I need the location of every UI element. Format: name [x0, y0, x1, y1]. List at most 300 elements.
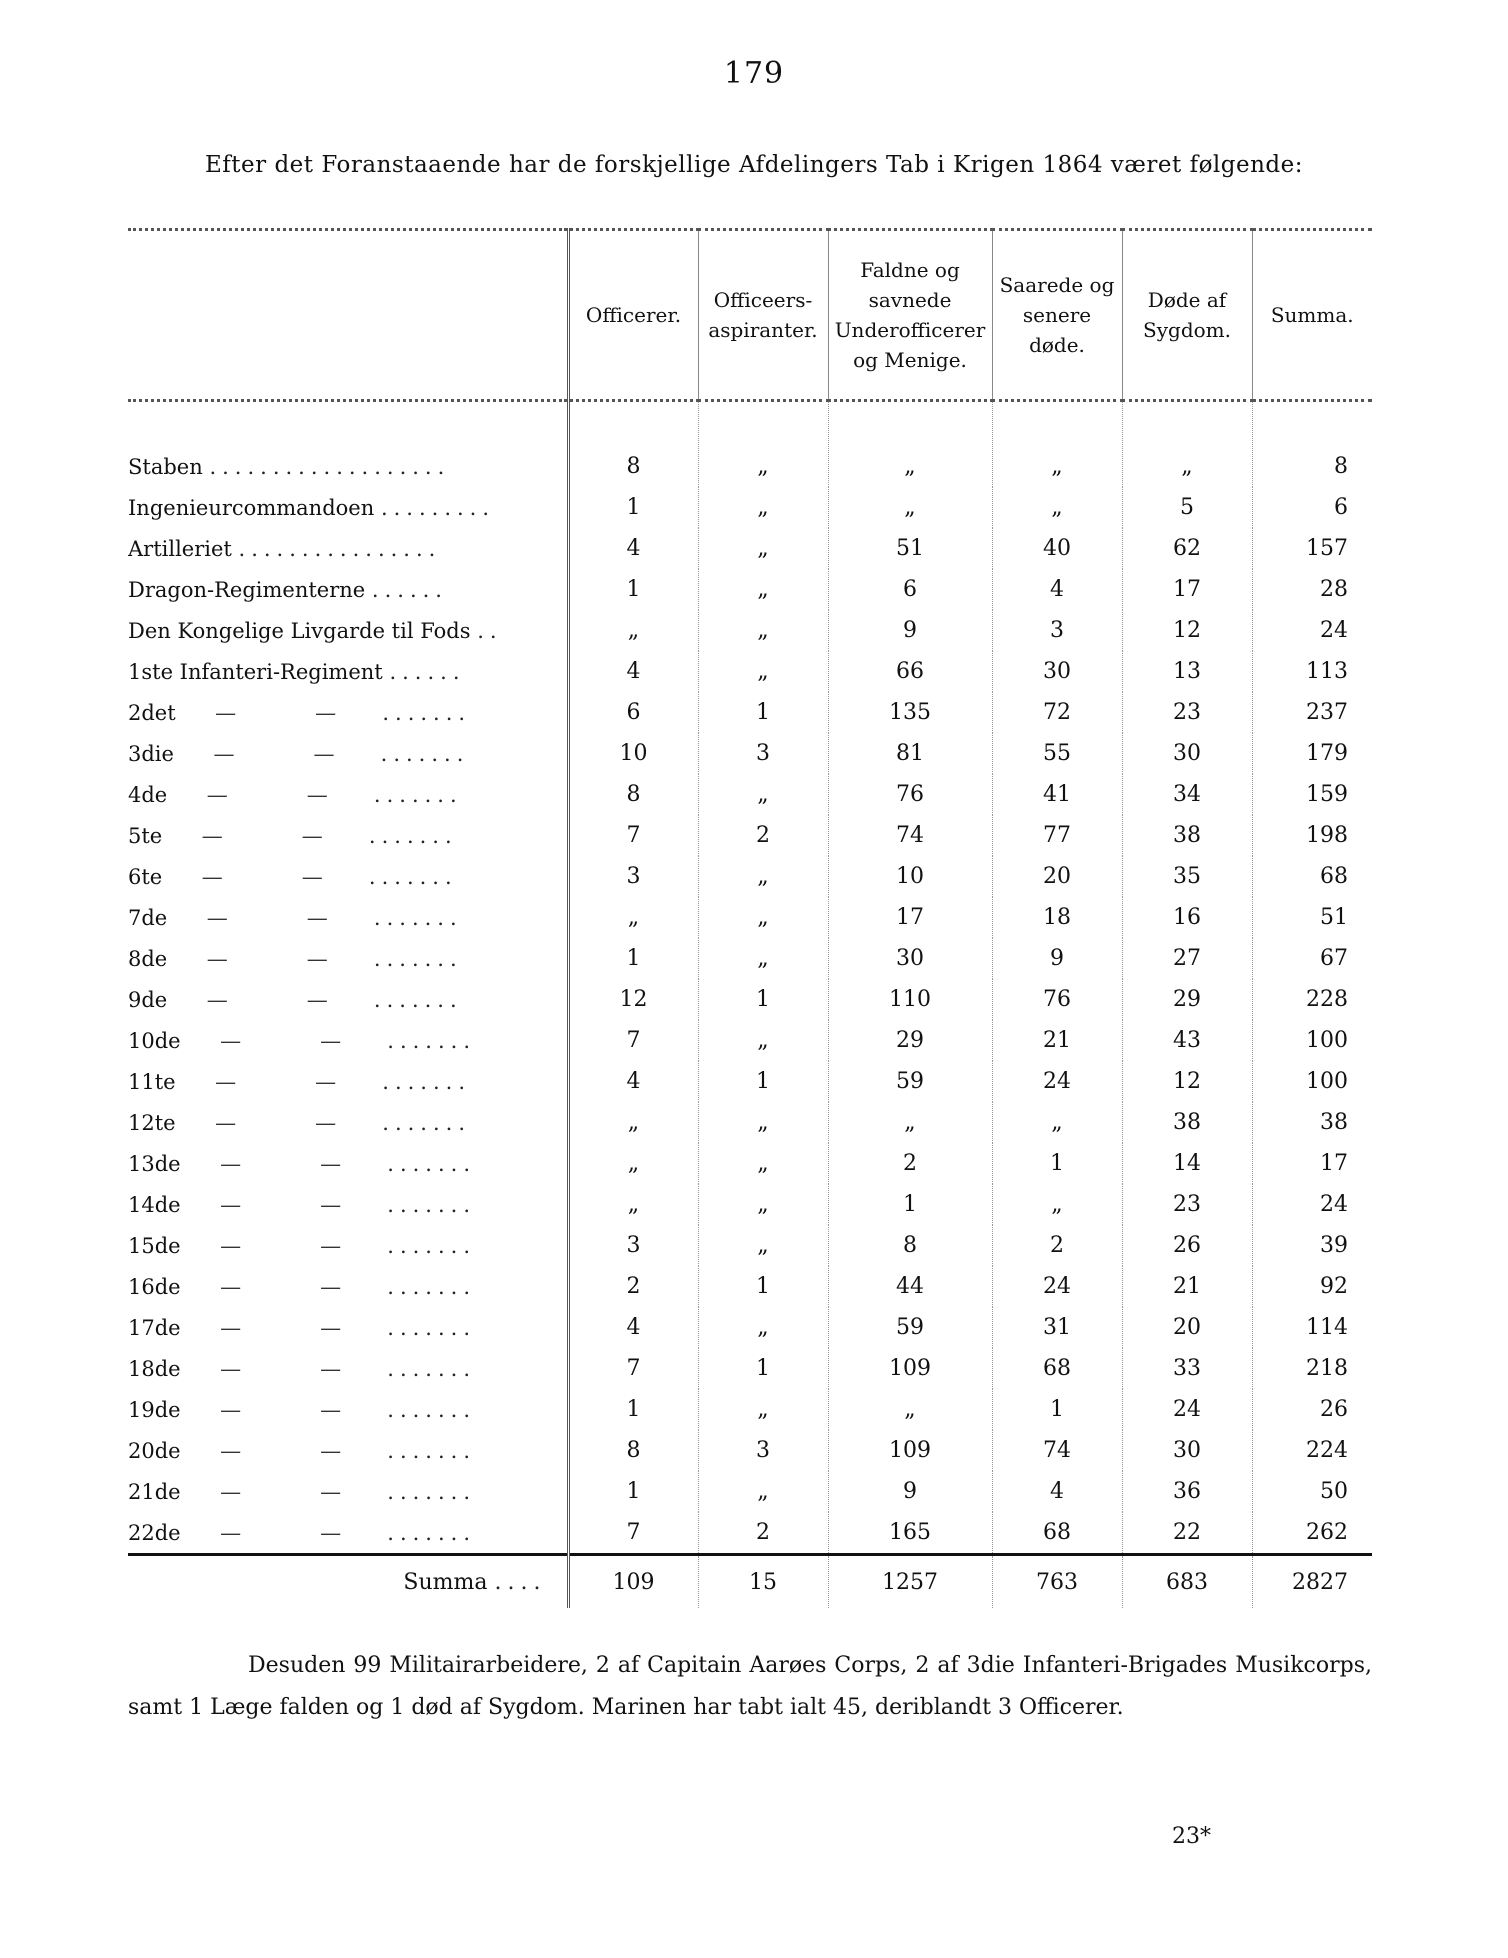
aspiranter-cell: „: [698, 651, 828, 692]
ditto-dash: —: [220, 1233, 242, 1258]
row-label: [128, 1102, 568, 1143]
page-number: 179: [723, 56, 785, 91]
saarede-cell: 1: [992, 1389, 1122, 1430]
leader-dots: .......: [387, 1151, 477, 1176]
table-row: [128, 1225, 1372, 1266]
saarede-cell: „: [992, 401, 1122, 488]
row-label: [128, 897, 568, 938]
row-label: [128, 979, 568, 1020]
dode-cell: 24: [1122, 1389, 1252, 1430]
header-faldne: Faldne og savnede Underofficerer og Menige.: [828, 230, 992, 401]
saarede-cell: 4: [992, 569, 1122, 610]
ditto-dash: —: [220, 1274, 242, 1299]
officerer-cell: 7: [568, 1348, 698, 1389]
officerer-cell: 4: [568, 1307, 698, 1348]
ditto-dash: —: [220, 1356, 242, 1381]
saarede-cell: 20: [992, 856, 1122, 897]
leader-dots: .......: [373, 946, 463, 971]
leader-dots: ....: [494, 1569, 547, 1595]
total-faldne-cell: 1257: [828, 1555, 992, 1609]
faldne-cell: 8: [828, 1225, 992, 1266]
row-label-text: 12te: [128, 1110, 176, 1135]
row-label-text: 3die: [128, 741, 174, 766]
row-label-text: 14de: [128, 1192, 181, 1217]
officerer-cell: 1: [568, 938, 698, 979]
row-label: [128, 569, 568, 610]
summa-cell: 24: [1252, 1184, 1372, 1225]
saarede-cell: 31: [992, 1307, 1122, 1348]
faldne-cell: 6: [828, 569, 992, 610]
row-label: [128, 1061, 568, 1102]
row-label-text: Ingenieurcommandoen: [128, 495, 375, 520]
row-label-text: 18de: [128, 1356, 181, 1381]
officerer-cell: 8: [568, 401, 698, 488]
ditto-dash: —: [220, 1397, 242, 1422]
leader-dots: .......: [387, 1274, 477, 1299]
page-heading: Efter det Foranstaaende har de forskjellige Afdelingers Tab i Krigen 1864 været følgende:: [204, 152, 1304, 178]
officerer-cell: 4: [568, 651, 698, 692]
summa-cell: 50: [1252, 1471, 1372, 1512]
table-row: [128, 487, 1372, 528]
summa-cell: 67: [1252, 938, 1372, 979]
faldne-cell: 1: [828, 1184, 992, 1225]
row-label-text: 13de: [128, 1151, 181, 1176]
ditto-dash: —: [320, 1397, 342, 1422]
faldne-cell: „: [828, 1102, 992, 1143]
row-label: [128, 815, 568, 856]
total-saarede-cell: 763: [992, 1555, 1122, 1609]
table-row: [128, 1512, 1372, 1555]
row-label-text: Den Kongelige Livgarde til Fods: [128, 618, 471, 643]
saarede-cell: 24: [992, 1061, 1122, 1102]
leader-dots: .......: [373, 905, 463, 930]
header-summa: Summa.: [1252, 230, 1372, 401]
row-label-text: 16de: [128, 1274, 181, 1299]
summa-cell: 51: [1252, 897, 1372, 938]
summa-cell: 224: [1252, 1430, 1372, 1471]
faldne-cell: 30: [828, 938, 992, 979]
ditto-dash: —: [215, 700, 237, 725]
faldne-cell: 29: [828, 1020, 992, 1061]
ditto-dash: —: [220, 1315, 242, 1340]
totals-label: [128, 1555, 568, 1609]
ditto-dash: —: [320, 1274, 342, 1299]
officerer-cell: 10: [568, 733, 698, 774]
leader-dots: .......: [387, 1233, 477, 1258]
header-dode: Døde af Sygdom.: [1122, 230, 1252, 401]
aspiranter-cell: 2: [698, 1512, 828, 1555]
officerer-cell: 7: [568, 1020, 698, 1061]
faldne-cell: 165: [828, 1512, 992, 1555]
summa-cell: 8: [1252, 401, 1372, 488]
row-label-text: 22de: [128, 1520, 181, 1545]
aspiranter-cell: 1: [698, 1348, 828, 1389]
ditto-dash: —: [320, 1233, 342, 1258]
row-label: [128, 733, 568, 774]
header-aspiranter: Officeers-aspiranter.: [698, 230, 828, 401]
dode-cell: 23: [1122, 692, 1252, 733]
row-label: [128, 487, 568, 528]
signature-mark: 23*: [1172, 1824, 1211, 1849]
leader-dots: .......: [380, 741, 470, 766]
officerer-cell: 4: [568, 1061, 698, 1102]
dode-cell: 27: [1122, 938, 1252, 979]
summa-cell: 39: [1252, 1225, 1372, 1266]
faldne-cell: 10: [828, 856, 992, 897]
row-label-text: Dragon-Regimenterne: [128, 577, 366, 602]
ditto-dash: —: [220, 1192, 242, 1217]
ditto-dash: —: [320, 1479, 342, 1504]
totals-label-text: Summa: [403, 1569, 488, 1595]
header-label-column: [128, 230, 568, 401]
saarede-cell: 72: [992, 692, 1122, 733]
total-aspiranter-cell: 15: [698, 1555, 828, 1609]
officerer-cell: 1: [568, 1471, 698, 1512]
total-summa-cell: 2827: [1252, 1555, 1372, 1609]
aspiranter-cell: „: [698, 569, 828, 610]
table-row: [128, 1102, 1372, 1143]
row-label-text: 19de: [128, 1397, 181, 1422]
leader-dots: .......: [387, 1397, 477, 1422]
dode-cell: 20: [1122, 1307, 1252, 1348]
row-label: [128, 1307, 568, 1348]
loss-table-container: [128, 228, 1372, 1608]
leader-dots: ..: [477, 618, 503, 643]
summa-cell: 198: [1252, 815, 1372, 856]
summa-cell: 26: [1252, 1389, 1372, 1430]
faldne-cell: „: [828, 401, 992, 488]
aspiranter-cell: „: [698, 1020, 828, 1061]
faldne-cell: 109: [828, 1348, 992, 1389]
saarede-cell: 68: [992, 1348, 1122, 1389]
row-label-text: 17de: [128, 1315, 181, 1340]
ditto-dash: —: [220, 1479, 242, 1504]
table-row: [128, 610, 1372, 651]
ditto-dash: —: [201, 864, 223, 889]
aspiranter-cell: „: [698, 938, 828, 979]
faldne-cell: 81: [828, 733, 992, 774]
officerer-cell: 1: [568, 1389, 698, 1430]
officerer-cell: 12: [568, 979, 698, 1020]
row-label: [128, 528, 568, 569]
summa-cell: 262: [1252, 1512, 1372, 1555]
dode-cell: 22: [1122, 1512, 1252, 1555]
officerer-cell: 3: [568, 1225, 698, 1266]
faldne-cell: „: [828, 1389, 992, 1430]
aspiranter-cell: „: [698, 1307, 828, 1348]
faldne-cell: 51: [828, 528, 992, 569]
ditto-dash: —: [215, 1069, 237, 1094]
row-label: [128, 1020, 568, 1061]
saarede-cell: „: [992, 487, 1122, 528]
table-row: [128, 774, 1372, 815]
leader-dots: .......: [382, 1110, 472, 1135]
ditto-dash: —: [306, 946, 328, 971]
saarede-cell: 41: [992, 774, 1122, 815]
table-row: [128, 569, 1372, 610]
saarede-cell: 68: [992, 1512, 1122, 1555]
ditto-dash: —: [215, 1110, 237, 1135]
leader-dots: .......: [382, 1069, 472, 1094]
row-label: [128, 1348, 568, 1389]
dode-cell: 38: [1122, 815, 1252, 856]
ditto-dash: —: [213, 741, 235, 766]
leader-dots: .......: [387, 1192, 477, 1217]
row-label: [128, 1184, 568, 1225]
table-row: [128, 528, 1372, 569]
row-label-text: 8de: [128, 946, 168, 971]
dode-cell: 36: [1122, 1471, 1252, 1512]
faldne-cell: 17: [828, 897, 992, 938]
row-label-text: 15de: [128, 1233, 181, 1258]
aspiranter-cell: „: [698, 856, 828, 897]
ditto-dash: —: [315, 1069, 337, 1094]
dode-cell: 5: [1122, 487, 1252, 528]
row-label-text: 6te: [128, 864, 163, 889]
dode-cell: 21: [1122, 1266, 1252, 1307]
dode-cell: 43: [1122, 1020, 1252, 1061]
faldne-cell: „: [828, 487, 992, 528]
ditto-dash: —: [320, 1151, 342, 1176]
leader-dots: ......: [389, 659, 466, 684]
leader-dots: .......: [387, 1438, 477, 1463]
aspiranter-cell: „: [698, 1143, 828, 1184]
ditto-dash: —: [220, 1520, 242, 1545]
summa-cell: 114: [1252, 1307, 1372, 1348]
faldne-cell: 109: [828, 1430, 992, 1471]
summa-cell: 28: [1252, 569, 1372, 610]
leader-dots: .......: [368, 823, 458, 848]
aspiranter-cell: 3: [698, 733, 828, 774]
row-label-text: Artilleriet: [128, 536, 232, 561]
table-body: [128, 401, 1372, 1609]
aspiranter-cell: „: [698, 1184, 828, 1225]
dode-cell: 12: [1122, 1061, 1252, 1102]
ditto-dash: —: [220, 1438, 242, 1463]
saarede-cell: 40: [992, 528, 1122, 569]
table-row: [128, 1061, 1372, 1102]
dode-cell: 14: [1122, 1143, 1252, 1184]
dode-cell: 26: [1122, 1225, 1252, 1266]
leader-dots: .........: [380, 495, 496, 520]
leader-dots: .......: [368, 864, 458, 889]
summa-cell: 228: [1252, 979, 1372, 1020]
aspiranter-cell: 1: [698, 979, 828, 1020]
officerer-cell: „: [568, 1102, 698, 1143]
leader-dots: .......: [373, 987, 463, 1012]
row-label-text: 5te: [128, 823, 163, 848]
ditto-dash: —: [320, 1520, 342, 1545]
faldne-cell: 2: [828, 1143, 992, 1184]
loss-table: [128, 228, 1372, 1608]
saarede-cell: 1: [992, 1143, 1122, 1184]
table-row: [128, 1020, 1372, 1061]
row-label-text: 11te: [128, 1069, 176, 1094]
table-row: [128, 979, 1372, 1020]
header-officerer: Officerer.: [568, 230, 698, 401]
officerer-cell: 1: [568, 487, 698, 528]
ditto-dash: —: [301, 823, 323, 848]
saarede-cell: „: [992, 1184, 1122, 1225]
dode-cell: „: [1122, 401, 1252, 488]
officerer-cell: 1: [568, 569, 698, 610]
ditto-dash: —: [320, 1315, 342, 1340]
saarede-cell: 77: [992, 815, 1122, 856]
officerer-cell: 7: [568, 815, 698, 856]
aspiranter-cell: 1: [698, 1266, 828, 1307]
saarede-cell: 21: [992, 1020, 1122, 1061]
aspiranter-cell: „: [698, 487, 828, 528]
table-row: [128, 938, 1372, 979]
leader-dots: ...................: [209, 454, 451, 479]
ditto-dash: —: [220, 1151, 242, 1176]
leader-dots: ................: [238, 536, 442, 561]
summa-cell: 218: [1252, 1348, 1372, 1389]
ditto-dash: —: [306, 987, 328, 1012]
dode-cell: 29: [1122, 979, 1252, 1020]
table-row: [128, 1143, 1372, 1184]
ditto-dash: —: [306, 905, 328, 930]
row-label-text: 4de: [128, 782, 168, 807]
row-label-text: 7de: [128, 905, 168, 930]
leader-dots: ......: [371, 577, 448, 602]
row-label: [128, 401, 568, 488]
table-row: [128, 733, 1372, 774]
saarede-cell: 3: [992, 610, 1122, 651]
dode-cell: 62: [1122, 528, 1252, 569]
dode-cell: 12: [1122, 610, 1252, 651]
row-label: [128, 1471, 568, 1512]
leader-dots: .......: [373, 782, 463, 807]
aspiranter-cell: 1: [698, 1061, 828, 1102]
summa-cell: 100: [1252, 1061, 1372, 1102]
row-label: [128, 1225, 568, 1266]
dode-cell: 35: [1122, 856, 1252, 897]
table-header-row: [128, 230, 1372, 401]
leader-dots: .......: [387, 1028, 477, 1053]
summa-cell: 157: [1252, 528, 1372, 569]
ditto-dash: —: [206, 987, 228, 1012]
summa-cell: 24: [1252, 610, 1372, 651]
ditto-dash: —: [313, 741, 335, 766]
officerer-cell: 3: [568, 856, 698, 897]
ditto-dash: —: [206, 905, 228, 930]
officerer-cell: „: [568, 1143, 698, 1184]
row-label: [128, 856, 568, 897]
ditto-dash: —: [220, 1028, 242, 1053]
saarede-cell: „: [992, 1102, 1122, 1143]
faldne-cell: 59: [828, 1307, 992, 1348]
header-saarede: Saarede og senere døde.: [992, 230, 1122, 401]
totals-row: [128, 1555, 1372, 1609]
row-label: [128, 1389, 568, 1430]
table-row: [128, 1348, 1372, 1389]
aspiranter-cell: „: [698, 610, 828, 651]
officerer-cell: 8: [568, 1430, 698, 1471]
table-row: [128, 651, 1372, 692]
ditto-dash: —: [320, 1028, 342, 1053]
table-row: [128, 897, 1372, 938]
row-label-text: Staben: [128, 454, 203, 479]
dode-cell: 16: [1122, 897, 1252, 938]
leader-dots: .......: [387, 1520, 477, 1545]
table-row: [128, 1471, 1372, 1512]
summa-cell: 17: [1252, 1143, 1372, 1184]
footnote: Desuden 99 Militairarbeidere, 2 af Capitain Aarøes Corps, 2 af 3die Infanteri-Brigades Musikcorps, samt 1 Læge falden og 1 død af Sygdom. Marinen har tabt ialt 45, deriblandt 3 Officerer.: [128, 1653, 1372, 1720]
faldne-cell: 66: [828, 651, 992, 692]
aspiranter-cell: 1: [698, 692, 828, 733]
summa-cell: 159: [1252, 774, 1372, 815]
aspiranter-cell: 3: [698, 1430, 828, 1471]
row-label-text: 20de: [128, 1438, 181, 1463]
summa-cell: 38: [1252, 1102, 1372, 1143]
saarede-cell: 30: [992, 651, 1122, 692]
summa-cell: 6: [1252, 487, 1372, 528]
dode-cell: 17: [1122, 569, 1252, 610]
ditto-dash: —: [206, 782, 228, 807]
dode-cell: 23: [1122, 1184, 1252, 1225]
table-row: [128, 1389, 1372, 1430]
summa-cell: 237: [1252, 692, 1372, 733]
summa-cell: 113: [1252, 651, 1372, 692]
aspiranter-cell: „: [698, 1471, 828, 1512]
officerer-cell: 2: [568, 1266, 698, 1307]
aspiranter-cell: „: [698, 897, 828, 938]
table-row: [128, 815, 1372, 856]
row-label-text: 21de: [128, 1479, 181, 1504]
ditto-dash: —: [320, 1356, 342, 1381]
row-label: [128, 1512, 568, 1555]
aspiranter-cell: „: [698, 1389, 828, 1430]
row-label: [128, 610, 568, 651]
saarede-cell: 2: [992, 1225, 1122, 1266]
table-row: [128, 692, 1372, 733]
leader-dots: .......: [387, 1315, 477, 1340]
table-row: [128, 1430, 1372, 1471]
saarede-cell: 18: [992, 897, 1122, 938]
aspiranter-cell: „: [698, 528, 828, 569]
ditto-dash: —: [306, 782, 328, 807]
summa-cell: 68: [1252, 856, 1372, 897]
aspiranter-cell: „: [698, 1225, 828, 1266]
table-row: [128, 1307, 1372, 1348]
row-label-text: 1ste Infanteri-Regiment: [128, 659, 383, 684]
leader-dots: .......: [387, 1479, 477, 1504]
ditto-dash: —: [320, 1438, 342, 1463]
dode-cell: 33: [1122, 1348, 1252, 1389]
aspiranter-cell: „: [698, 1102, 828, 1143]
leader-dots: .......: [382, 700, 472, 725]
officerer-cell: 6: [568, 692, 698, 733]
officerer-cell: „: [568, 897, 698, 938]
faldne-cell: 44: [828, 1266, 992, 1307]
saarede-cell: 76: [992, 979, 1122, 1020]
row-label-text: 10de: [128, 1028, 181, 1053]
table-row: [128, 401, 1372, 488]
aspiranter-cell: „: [698, 401, 828, 488]
row-label: [128, 774, 568, 815]
faldne-cell: 74: [828, 815, 992, 856]
dode-cell: 38: [1122, 1102, 1252, 1143]
saarede-cell: 55: [992, 733, 1122, 774]
ditto-dash: —: [315, 700, 337, 725]
summa-cell: 92: [1252, 1266, 1372, 1307]
table-row: [128, 1184, 1372, 1225]
ditto-dash: —: [315, 1110, 337, 1135]
faldne-cell: 110: [828, 979, 992, 1020]
total-officerer-cell: 109: [568, 1555, 698, 1609]
ditto-dash: —: [201, 823, 223, 848]
